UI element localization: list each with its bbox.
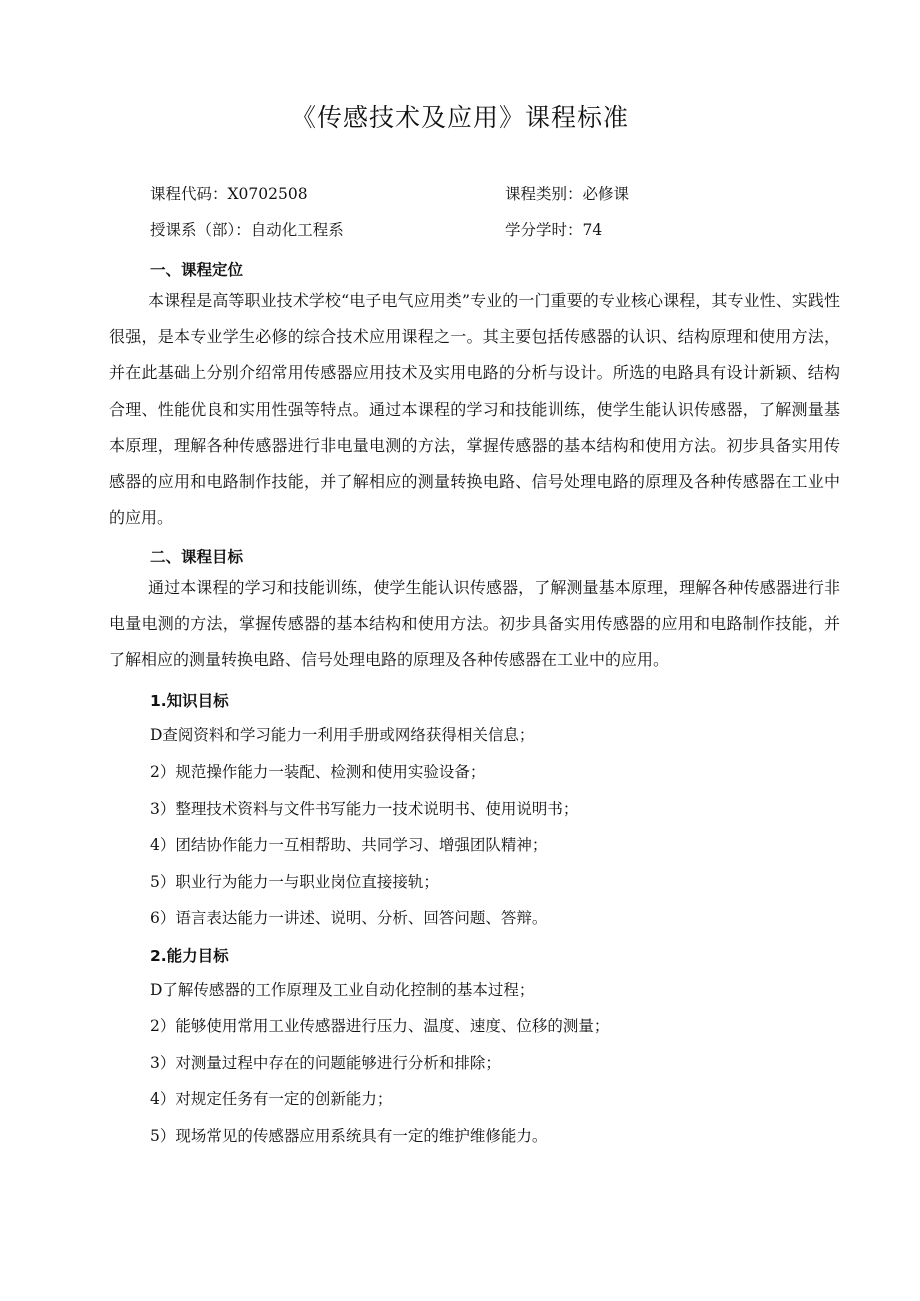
- course-department: 授课系（部）：自动化工程系: [150, 221, 344, 239]
- positioning-paragraph: 本课程是高等职业技术学校“电子电气应用类”专业的一门重要的专业核心课程，其专业性、实践性很强，是本专业学生必修的综合技术应用课程之一。其主要包括传感器的认识、结构原理和使用方法，并在此基础上分别介绍常用传感器应用技术及实用电路的分析与设计。所选的电路具有设计新颖、结构合理、性能优良和实用性强等特点。通过本课程的学习和技能训练，使学生能认识传感器，了解测量基本原理，理解各种传感器进行非电量电测的方法，掌握传感器的基本结构和使用方法。初步具备实用传感器的应用和电路制作技能，并了解相应的测量转换电路、信号处理电路的原理及各种传感器在工业中的应用。: [109, 291, 840, 528]
- knowledge-goals-heading: 1.知识目标: [150, 692, 229, 710]
- course-code: 课程代码：X0702508: [150, 185, 308, 203]
- knowledge-item: 2）规范操作能力一装配、检测和使用实验设备；: [150, 763, 486, 781]
- knowledge-item: 6）语言表达能力一讲述、说明、分析、回答问题、答辩。: [150, 909, 548, 927]
- course-hours: 学分学时：74: [505, 221, 603, 239]
- knowledge-item: D查阅资料和学习能力一利用手册或网络获得相关信息；: [150, 726, 535, 744]
- ability-item: 4）对规定任务有一定的创新能力；: [150, 1090, 393, 1108]
- page-title: 《传感技术及应用》课程标准: [290, 103, 629, 132]
- ability-goals-heading: 2.能力目标: [150, 947, 229, 965]
- goals-paragraph: 通过本课程的学习和技能训练，使学生能认识传感器，了解测量基本原理，理解各种传感器进行非电量电测的方法，掌握传感器的基本结构和使用方法。初步具备实用传感器的应用和电路制作技能，并了解相应的测量转换电路、信号处理电路的原理及各种传感器在工业中的应用。: [109, 578, 840, 670]
- section-heading-goals: 二、课程目标: [150, 548, 244, 566]
- course-type: 课程类别：必修课: [505, 185, 630, 203]
- ability-item: 5）现场常见的传感器应用系统具有一定的维护维修能力。: [150, 1127, 548, 1145]
- ability-item: 3）对测量过程中存在的问题能够进行分析和排除；: [150, 1054, 501, 1072]
- ability-item: 2）能够使用常用工业传感器进行压力、温度、速度、位移的测量；: [150, 1017, 610, 1035]
- knowledge-item: 5）职业行为能力一与职业岗位直接接轨；: [150, 873, 439, 891]
- section-heading-positioning: 一、课程定位: [150, 261, 244, 279]
- knowledge-item: 4）团结协作能力一互相帮助、共同学习、增强团队精神；: [150, 836, 548, 854]
- ability-item: D了解传感器的工作原理及工业自动化控制的基本过程；: [150, 981, 535, 999]
- knowledge-item: 3）整理技术资料与文件书写能力一技术说明书、使用说明书；: [150, 800, 579, 818]
